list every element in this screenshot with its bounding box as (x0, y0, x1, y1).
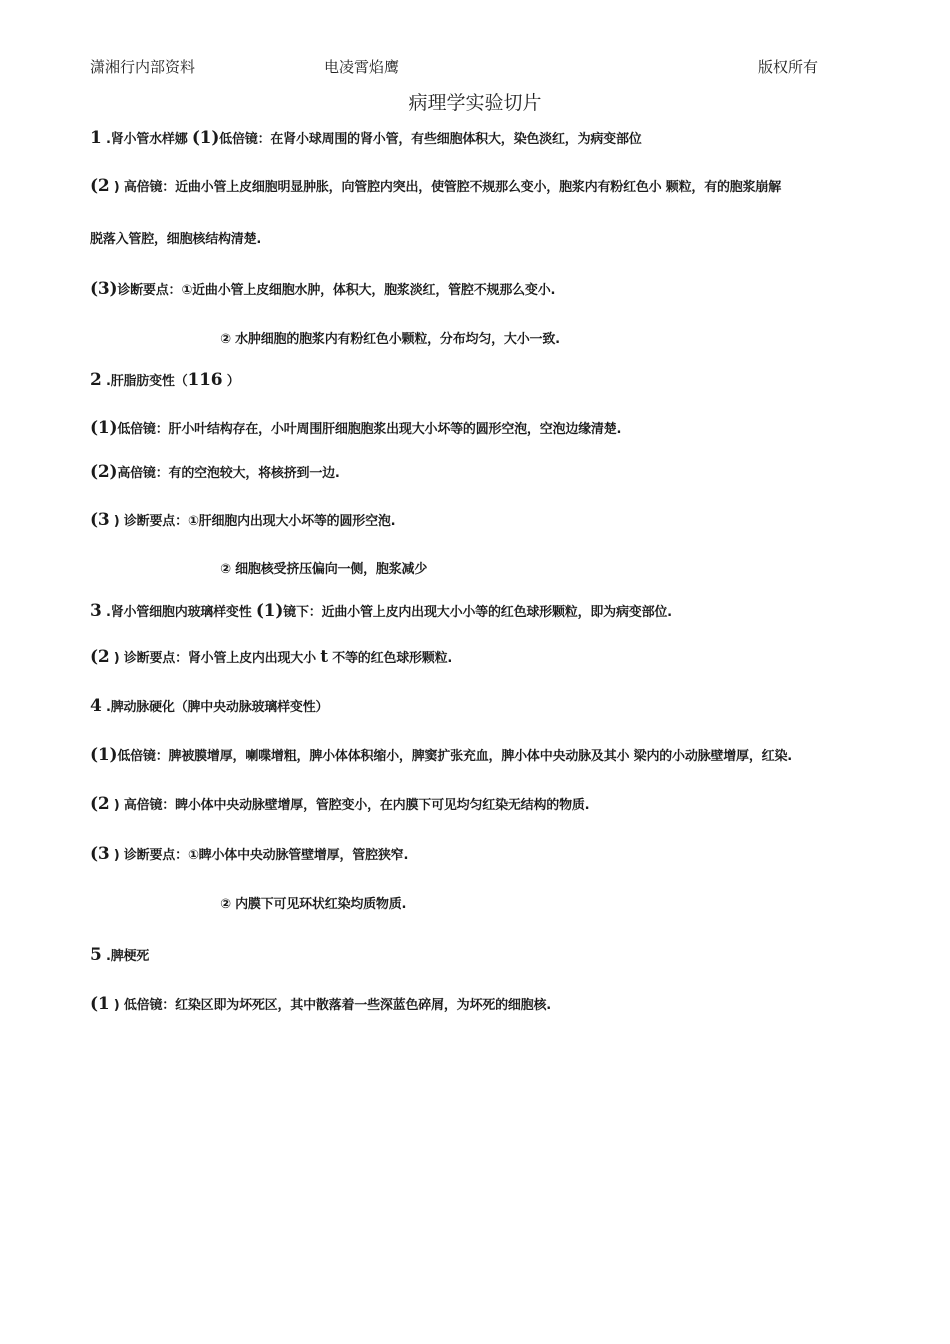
section-5-heading: 5 .脾梗死 (90, 945, 150, 965)
section-3-diagnosis: (2 ) 诊断要点：肾小管上皮内出现大小 t 不等的红色球形颗粒. (90, 647, 453, 667)
section-4-low-power: (1)低倍镜：脾被膜增厚，喇喋增粗，脾小体体积缩小，脾窦扩张充血，脾小体中央动脉及其小 梁内的小动脉壁增厚，红染. (90, 745, 792, 765)
section-3-heading: 3 .肾小管细胞内玻璃样变性 (1)镜下：近曲小管上皮内出现大小小等的红色球形颗粒，即为病变部位. (90, 601, 672, 621)
section-4-heading: 4 .脾动脉硬化（脾中央动脉玻璃样变性） (90, 696, 329, 716)
header-left: 潇湘行内部资料 (90, 58, 196, 76)
section-2-diagnosis: (3 ) 诊断要点：①肝细胞内出现大小坏等的圆形空泡. (90, 510, 396, 530)
section-5-low-power: (1 ) 低倍镜：红染区即为坏死区，其中散落着一些深蓝色碎屑，为坏死的细胞核. (90, 994, 552, 1014)
section-4-diagnosis-2: ② 内膜下可见环状红染均质物质. (220, 897, 407, 912)
header-right: 版权所有 (758, 58, 819, 76)
section-2-heading: 2 .肝脂肪变性（116 ） (90, 370, 240, 390)
section-1-diagnosis-2: ② 水肿细胞的胞浆内有粉红色小颗粒，分布均匀，大小一致. (220, 332, 560, 347)
section-1-high-power: (2 ) 高倍镜：近曲小管上皮细胞明显肿胀，向管腔内突出，使管腔不规那么变小，胞浆内有粉红色小 颗粒，有的胞浆崩解 (90, 176, 782, 196)
section-4-diagnosis: (3 ) 诊断要点：①睥小体中央动脉管壁增厚，管腔狭窄. (90, 844, 409, 864)
section-1-heading: 1 .肾小管水样娜 (1)低倍镜：在肾小球周围的肾小管，有些细胞体积大，染色淡红，为病变部位 (90, 128, 642, 148)
section-4-high-power: (2 ) 高倍镜：睥小体中央动脉壁增厚，管腔变小，在内膜下可见均匀红染无结构的物质. (90, 794, 590, 814)
section-1-diagnosis: (3)诊断要点：①近曲小管上皮细胞水肿，体积大，胞浆淡红，管腔不规那么变小. (90, 279, 556, 299)
section-2-diagnosis-2: ② 细胞核受挤压偏向一侧，胞浆减少 (220, 562, 428, 577)
section-1-high-power-cont: 脱落入管腔，细胞核结构清楚. (90, 232, 262, 247)
section-2-high-power: (2)高倍镜：有的空泡较大，将核挤到一边. (90, 462, 340, 482)
header-center: 电凌霄焰鹰 (324, 58, 400, 76)
document-title: 病理学实验切片 (408, 92, 542, 114)
section-2-low-power: (1)低倍镜：肝小叶结构存在，小叶周围肝细胞胞浆出现大小坏等的圆形空泡，空泡边缘清楚. (90, 418, 622, 438)
